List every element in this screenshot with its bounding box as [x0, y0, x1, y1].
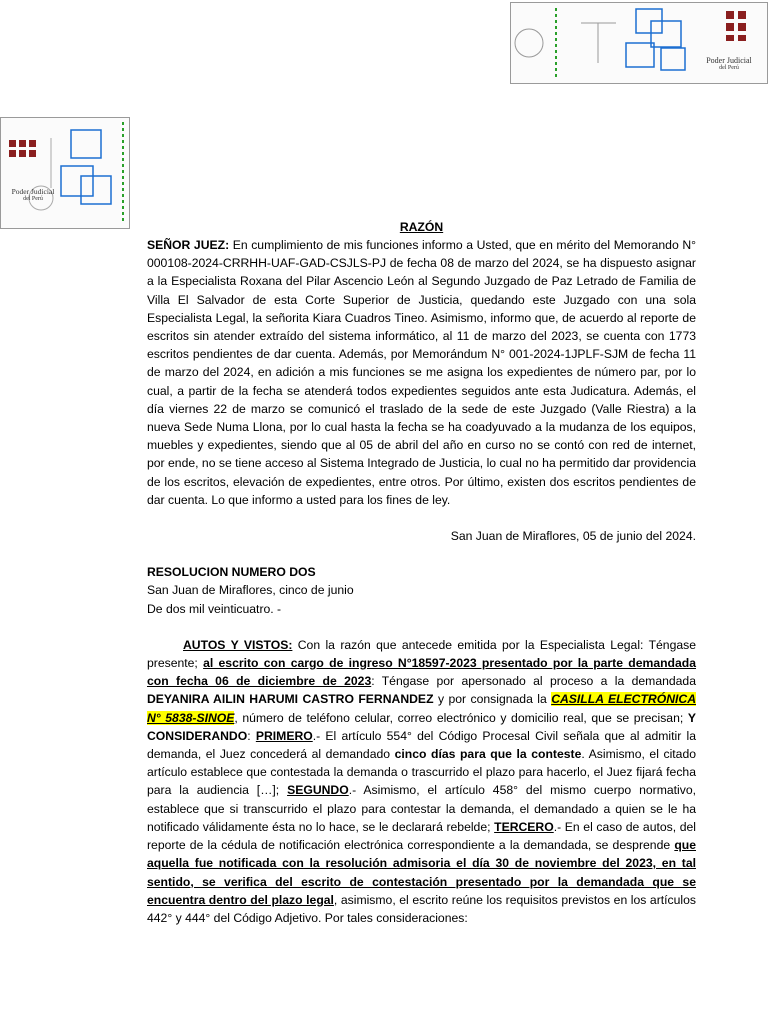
- autos-text: . Asimismo, el citado artículo establece que contestada la demanda o trascurrido el plazo para hacerlo, el Juez fijará fecha para la audiencia […];: [147, 747, 696, 798]
- segundo-heading: SEGUNDO: [287, 783, 349, 798]
- defendant-name: DEYANIRA AILIN HARUMI CASTRO FERNANDEZ: [147, 692, 434, 707]
- considerando-heading: Y CONSIDERANDO: [147, 710, 696, 743]
- razon-lead: SEÑOR JUEZ:: [147, 238, 230, 252]
- autos-emphasis: que aquella fue notificada con la resolución admisoria el día 30 de noviembre del 2023, en tal sentido, se verifica del escrito de contestación presentado por la demandada que se encuentra dentro del plazo legal: [147, 838, 696, 907]
- resolution-place: San Juan de Miraflores, cinco de junio: [147, 583, 354, 598]
- electronic-box-highlight: CASILLA ELECTRÓNICA N° 5838-SINOE: [147, 692, 696, 725]
- judiciary-logo-header: [510, 2, 768, 84]
- razon-title: RAZÓN: [399, 220, 444, 234]
- autos-text: .- Asimismo, el artículo 458° del mismo cuerpo normativo, establece que si transcurrido el plazo para contestar la demanda, el demandado a quien se le ha notificado válidamente ésta no lo hace, se le declarará rebelde;: [147, 783, 696, 834]
- judiciary-logo-side: [0, 117, 130, 229]
- primero-heading: PRIMERO: [255, 728, 313, 743]
- logo-subtitle: del Perú: [23, 195, 43, 202]
- razon-date: San Juan de Miraflores, 05 de junio del 2024.: [450, 529, 696, 544]
- autos-text: :: [247, 728, 256, 743]
- tercero-heading: TERCERO: [494, 819, 554, 834]
- razon-body: En cumplimiento de mis funciones informo a Usted, que en mérito del Memorando N° 000108-2024-CRRHH-UAF-GAD-CSJLS-PJ de fecha 08 de marzo del 2024, se ha dispuesto asignar a la Especialista Roxana del Pilar Ascencio León al Segundo Juzgado de Paz Letrado de Familia de Villa El Salvador de esta Corte Superior de Justicia, quedando este Juzgado con una sola Especialista Legal, la señorita Kiara Cuadros Tineo. Asimismo, informo que, de acuerdo al reporte de escritos sin atender extraído del sistema informático, al 11 de marzo del 2023, se cuenta con 1773 escritos pendientes de dar cuenta. Además, por Memorándum N° 001-2024-1JPLF-SJM de fecha 11 de marzo del 2024, en adición a mis funciones se me asigna los expedientes de número par, por lo cual, a partir de la fecha se atenderá todos expedientes seguidos ante esta Judicatura. Además, el día viernes 22 de marzo se comunicó el traslado de la sede de este Juzgado (Valle Riestra) a la nueva Sede Numa Llona, por lo cual hasta la fecha se ha coadyuvado a la mudanza de los equipos, muebles y expedientes, siendo que al 05 de abril del año en curso no se contó con red de internet, por ende, no se tiene acceso al Sistema Integrado de Justicia, lo cual no ha permitido dar providencia de los escritos, elevación de expedientes, entre otros. Por último, existen dos escritos pendientes de dar cuenta. Lo que informo a usted para los fines de ley.: [147, 238, 696, 507]
- autos-emphasis: al escrito con cargo de ingreso N°18597-2023 presentado por la parte demandada con fecha 06 de diciembre de 2023: [147, 656, 697, 689]
- judiciary-emblem-icon: [1, 118, 129, 228]
- document-body: [147, 218, 696, 927]
- logo-name: Poder Judicial: [11, 187, 55, 196]
- autos-paragraph: [147, 636, 696, 927]
- logo-subtitle: del Perú: [719, 65, 739, 72]
- autos-emphasis: cinco días para que la conteste: [394, 747, 582, 762]
- razon-paragraph: [147, 236, 696, 509]
- resolution-heading: RESOLUCION NUMERO DOS: [147, 565, 316, 580]
- logo-name: Poder Judicial: [706, 56, 752, 65]
- autos-text: y por consignada la: [433, 692, 552, 707]
- autos-text: .- En el caso de autos, del reporte de la cédula de notificación electrónica correspondiente a la demandada, se desprende: [147, 819, 696, 853]
- autos-text: , número de teléfono celular, correo electrónico y domicilio real, que se precisan;: [234, 710, 688, 725]
- autos-text: Con la razón que antecede emitida por la Especialista Legal: Téngase presente;: [147, 637, 696, 671]
- autos-text: .- El artículo 554° del Código Procesal Civil señala que al admitir la demanda, el Juez concederá al demandado: [147, 728, 696, 762]
- autos-heading: AUTOS Y VISTOS:: [183, 637, 293, 652]
- autos-text: : Téngase por apersonado al proceso a la demandada: [371, 674, 696, 689]
- resolution-year: De dos mil veinticuatro. -: [147, 601, 282, 616]
- autos-text: , asimismo, el escrito reúne los requisitos previstos en los artículos 442° y 444° del Código Adjetivo. Por tales consideraciones:: [147, 892, 696, 925]
